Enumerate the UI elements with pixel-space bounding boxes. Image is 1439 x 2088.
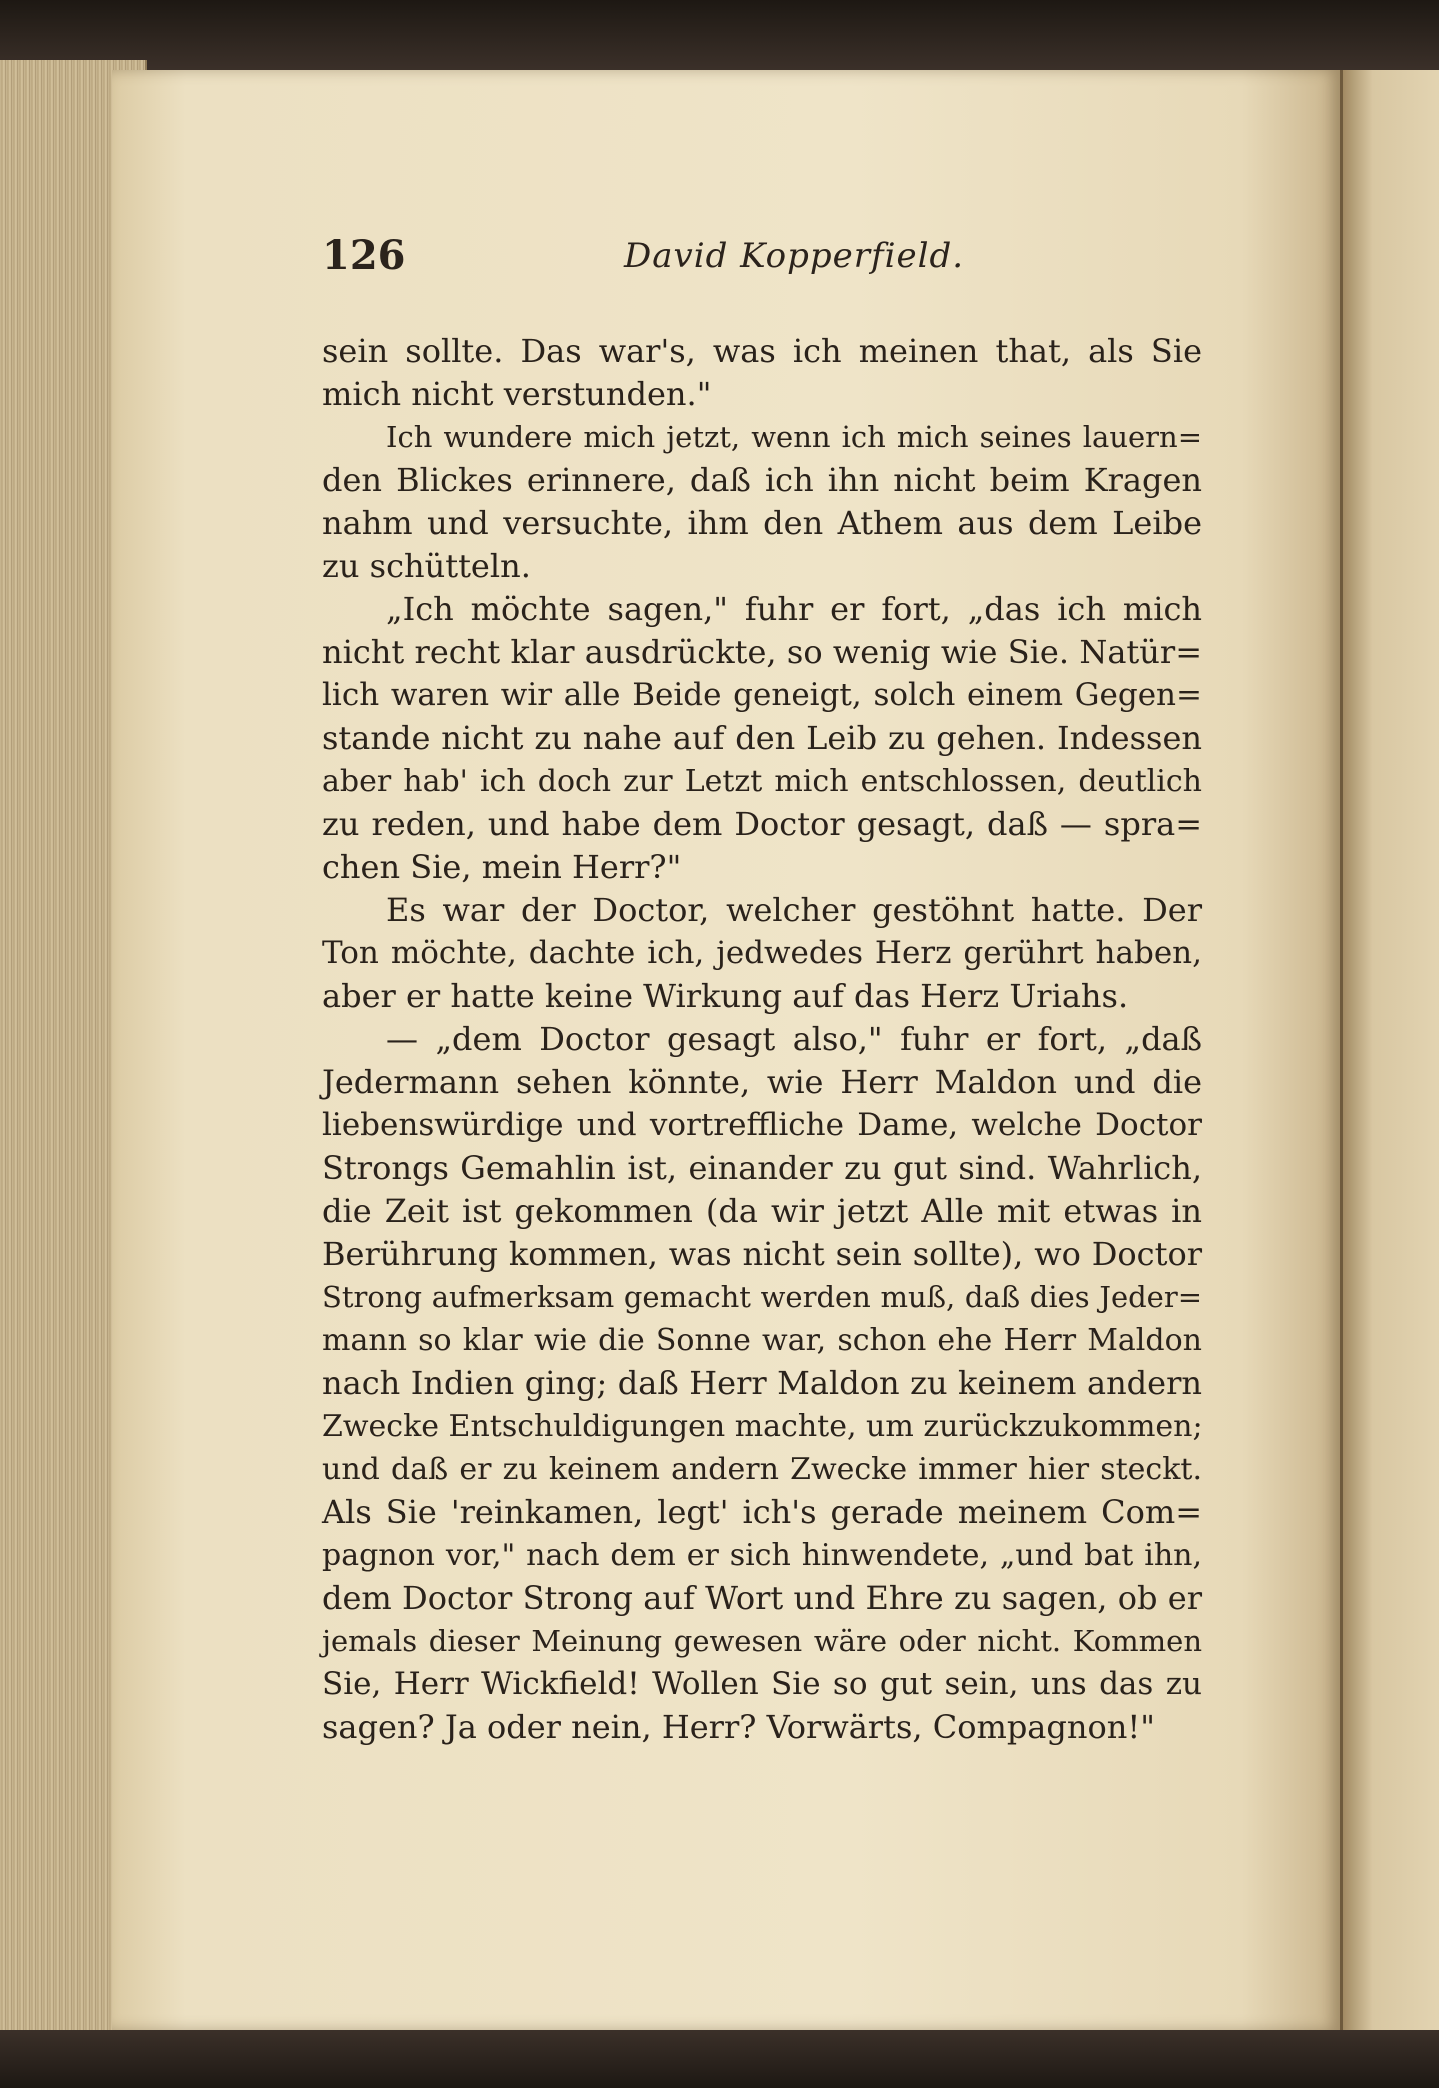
text-line: Strongs Gemahlin ist, einander zu gut sind. Wahrlich, xyxy=(322,1149,1202,1187)
text-line: Zwecke Entschuldigungen machte, um zurückzukommen; xyxy=(322,1409,1203,1444)
text-line: den Blickes erinnere, daß ich ihn nicht beim Kragen xyxy=(322,461,1202,499)
text-line: aber hab' ich doch zur Letzt mich entschlossen, deutlich xyxy=(322,764,1202,799)
text-line: lich waren wir alle Beide geneigt, solch einem Gegen= xyxy=(322,677,1202,713)
text-line: Ton möchte, dachte ich, jedwedes Herz gerührt haben, xyxy=(322,935,1202,971)
text-line: Jedermann sehen könnte, wie Herr Maldon und die xyxy=(322,1063,1202,1101)
text-line: dem Doctor Strong auf Wort und Ehre zu sagen, ob er xyxy=(322,1579,1202,1617)
text-line: sein sollte. Das war's, was ich meinen that, als Sie xyxy=(322,332,1202,370)
text-line: Berührung kommen, was nicht sein sollte), wo Doctor xyxy=(322,1235,1202,1273)
text-line: nach Indien ging; daß Herr Maldon zu keinem andern xyxy=(322,1364,1202,1402)
text-line: — „dem Doctor gesagt also," fuhr er fort, „daß xyxy=(386,1020,1202,1058)
facing-page-edge xyxy=(1340,70,1439,2030)
text-line: mann so klar wie die Sonne war, schon ehe Herr Maldon xyxy=(322,1323,1202,1358)
book-binding-bottom xyxy=(0,2030,1439,2088)
text-line: Es war der Doctor, welcher gestöhnt hatte. Der xyxy=(386,891,1202,929)
text-line: aber er hatte keine Wirkung auf das Herz Uriahs. xyxy=(322,977,1129,1015)
body-text xyxy=(322,330,1202,1749)
text-line: mich nicht verstunden." xyxy=(322,375,712,413)
text-line: zu schütteln. xyxy=(322,547,531,585)
text-line: zu reden, und habe dem Doctor gesagt, daß — spra= xyxy=(322,805,1202,843)
text-line: stande nicht zu nahe auf den Leib zu gehen. Indessen xyxy=(322,719,1202,757)
text-line: chen Sie, mein Herr?" xyxy=(322,848,682,886)
text-line: Strong aufmerksam gemacht werden muß, daß dies Jeder= xyxy=(322,1280,1202,1314)
book-binding-top xyxy=(0,0,1439,70)
text-line: pagnon vor," nach dem er sich hinwendete, „und bat ihn, xyxy=(322,1538,1202,1573)
text-line: jemals dieser Meinung gewesen wäre oder nicht. Kommen xyxy=(322,1624,1202,1658)
text-line: Als Sie 'reinkamen, legt' ich's gerade meinem Com= xyxy=(322,1493,1202,1531)
running-head: David Kopperfield. xyxy=(624,236,965,276)
text-line: nahm und versuchte, ihm den Athem aus dem Leibe xyxy=(322,504,1202,542)
page-number: 126 xyxy=(322,232,406,279)
text-line: liebenswürdige und vortreffliche Dame, welche Doctor xyxy=(322,1107,1202,1143)
page-header xyxy=(322,232,1202,292)
text-line: und daß er zu keinem andern Zwecke immer hier steckt. xyxy=(322,1452,1202,1487)
text-line: sagen? Ja oder nein, Herr? Vorwärts, Compagnon!" xyxy=(322,1708,1155,1746)
text-line: die Zeit ist gekommen (da wir jetzt Alle mit etwas in xyxy=(322,1192,1202,1230)
text-line: „Ich möchte sagen," fuhr er fort, „das ich mich xyxy=(386,590,1202,628)
text-line: Sie, Herr Wickfield! Wollen Sie so gut sein, uns das zu xyxy=(322,1666,1202,1702)
text-line: nicht recht klar ausdrückte, so wenig wie Sie. Natür= xyxy=(322,633,1202,671)
text-line: Ich wundere mich jetzt, wenn ich mich seines lauern= xyxy=(386,420,1202,454)
